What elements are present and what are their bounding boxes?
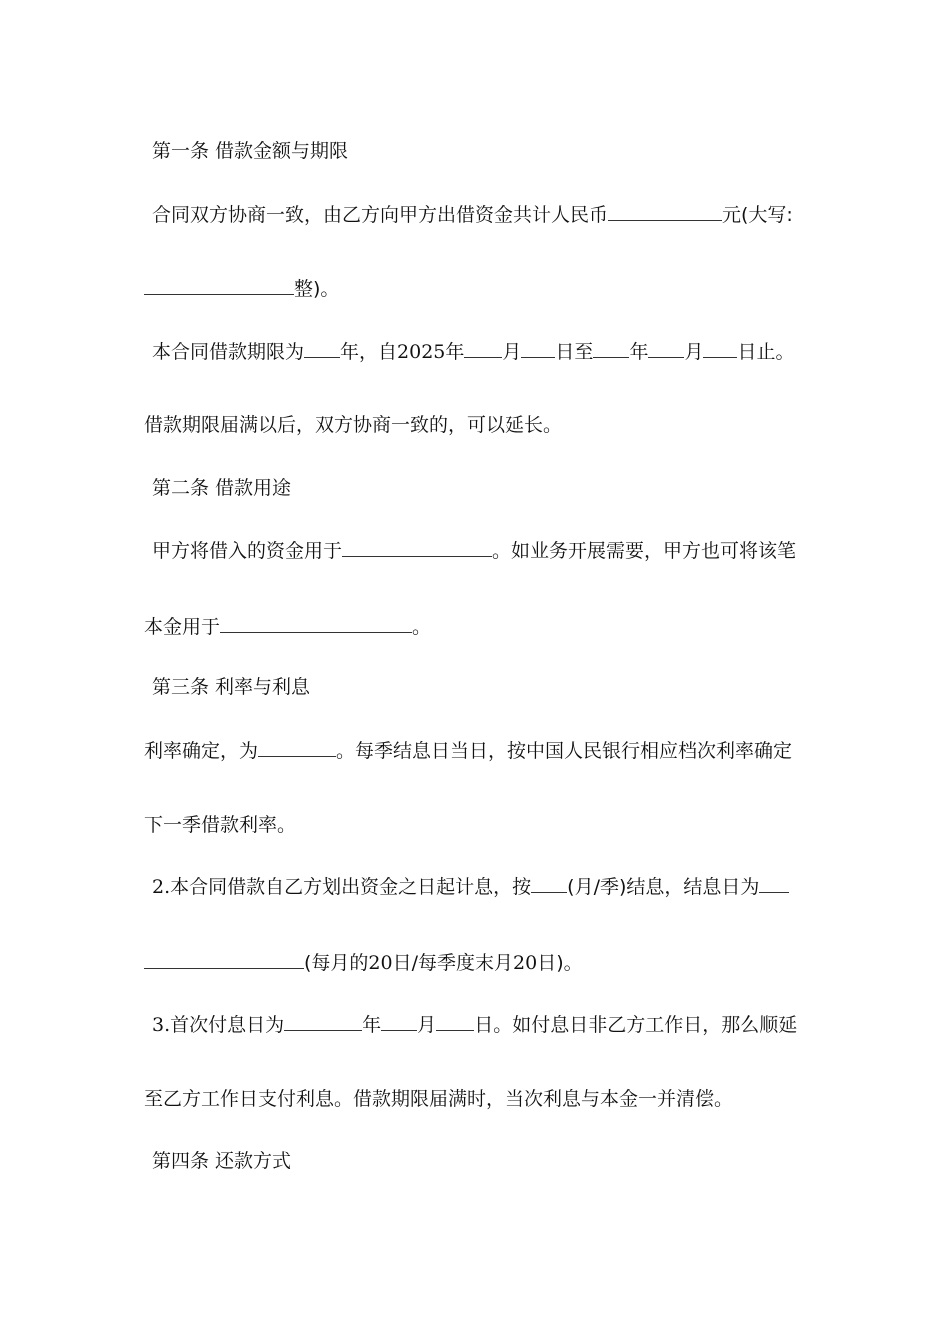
interest-period-blank <box>531 874 567 893</box>
text: (每月的 <box>304 952 369 974</box>
first-payment-month-blank <box>381 1012 417 1031</box>
item-number: 2. <box>152 876 171 898</box>
article3-paragraph-rate-cont: 下一季借款利率。 <box>144 814 297 836</box>
text: (月/季)结息，结息日为 <box>567 876 760 898</box>
text: 年，自 <box>340 341 398 363</box>
start-year: 2025 <box>397 341 446 363</box>
text: 月 <box>502 341 522 363</box>
text: 首次付息日为 <box>170 1014 285 1036</box>
text: 本金用于 <box>144 616 221 638</box>
text: 日/每季度末月 <box>392 952 514 974</box>
article3-paragraph-rate <box>144 738 792 763</box>
article1-paragraph-extension: 借款期限届满以后，双方协商一致的，可以延长。 <box>144 414 563 436</box>
principal-use-blank <box>220 614 412 633</box>
text: 日。如付息日非乙方工作日，那么顺延 <box>474 1014 798 1036</box>
text: 月 <box>417 1014 437 1036</box>
article1-paragraph-amount-cont <box>144 276 339 301</box>
article1-heading: 第一条 借款金额与期限 <box>152 140 349 162</box>
amount-words-blank <box>144 276 294 295</box>
first-payment-day-blank <box>436 1012 474 1031</box>
text: 日)。 <box>537 952 583 974</box>
text: 年 <box>362 1014 382 1036</box>
settlement-date-blank <box>759 874 789 893</box>
text: 日止。 <box>737 341 795 363</box>
text: 。如业务开展需要，甲方也可将该笔 <box>492 540 797 562</box>
text: 日至 <box>555 341 594 363</box>
article3-paragraph-first-payment <box>152 1012 797 1037</box>
day-number: 20 <box>513 952 538 974</box>
article4-heading: 第四条 还款方式 <box>152 1150 292 1172</box>
rate-blank <box>258 738 336 757</box>
first-payment-year-blank <box>284 1012 362 1031</box>
text: 本合同借款自乙方划出资金之日起计息，按 <box>170 876 532 898</box>
purpose-blank <box>342 538 492 557</box>
article1-paragraph-amount <box>152 202 793 227</box>
article2-paragraph-purpose-cont <box>144 614 431 639</box>
text: 本合同借款期限为 <box>152 341 305 363</box>
text: 合同双方协商一致，由乙方向甲方出借资金共计人民币 <box>152 204 609 226</box>
article2-heading: 第二条 借款用途 <box>152 477 292 499</box>
text: 整)。 <box>294 278 340 300</box>
amount-blank <box>608 202 722 221</box>
start-month-blank <box>464 339 502 358</box>
settlement-date-blank-cont <box>144 950 304 969</box>
article3-paragraph-interest <box>152 874 789 899</box>
text: 。每季结息日当日，按中国人民银行相应档次利率确定 <box>336 740 793 762</box>
end-day-blank <box>703 339 737 358</box>
article3-heading: 第三条 利率与利息 <box>152 676 311 698</box>
text: 月 <box>684 341 704 363</box>
day-number: 20 <box>368 952 393 974</box>
end-month-blank <box>648 339 684 358</box>
article1-paragraph-term <box>152 339 794 364</box>
text: 。 <box>412 616 432 638</box>
item-number: 3. <box>152 1014 171 1036</box>
end-year-blank <box>593 339 629 358</box>
article3-paragraph-interest-cont <box>144 950 583 975</box>
text: 甲方将借入的资金用于 <box>152 540 343 562</box>
article2-paragraph-purpose <box>152 538 796 563</box>
text: 年 <box>445 341 465 363</box>
text: 元(大写: <box>722 204 793 226</box>
term-years-blank <box>304 339 340 358</box>
start-day-blank <box>521 339 555 358</box>
text: 利率确定，为 <box>144 740 259 762</box>
article3-paragraph-first-payment-cont: 至乙方工作日支付利息。借款期限届满时，当次利息与本金一并清偿。 <box>144 1088 734 1110</box>
text: 年 <box>629 341 649 363</box>
